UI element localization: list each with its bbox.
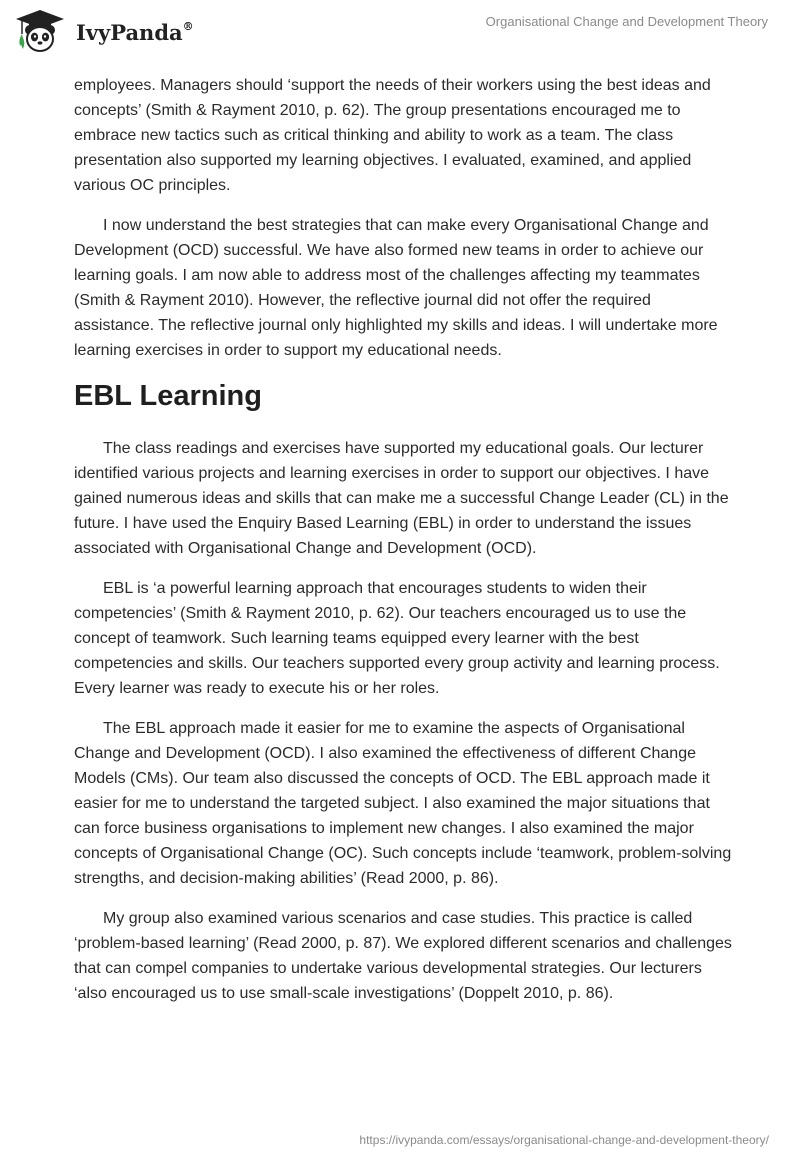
- paragraph: EBL is ‘a powerful learning approach that encourages students to widen their competencies’ (Smith & Rayment 2010, p. 62). Our teachers encouraged us to use the concept of teamwork. Such learning teams equipped every learner with the best competencies and skills. Our teachers supported every group activity and learning process. Every learner was ready to execute his or her roles.: [74, 580, 720, 697]
- brand-logo[interactable]: [14, 8, 194, 54]
- section-heading: EBL Learning: [74, 380, 262, 412]
- brand-name: [76, 20, 194, 45]
- paragraph: I now understand the best strategies that can make every Organisational Change and Development (OCD) successful. We have also formed new teams in order to achieve our learning goals. I am now able to address most of the challenges affecting my teammates (Smith & Rayment 2010). However, the reflective journal did not offer the required assistance. The reflective journal only highlighted my skills and ideas. I will undertake more learning exercises in order to support my educational needs.: [74, 217, 718, 359]
- paragraph: My group also examined various scenarios and case studies. This practice is called ‘problem-based learning’ (Read 2000, p. 87). We explored different scenarios and challenges that can compel companies to undertake various developmental strategies. Our lecturers ‘also encouraged us to use small-scale investigations’ (Doppelt 2010, p. 86).: [74, 910, 732, 1002]
- essay-body: [74, 73, 734, 1021]
- source-url[interactable]: https://ivypanda.com/essays/organisational-change-and-development-theory/: [359, 1133, 769, 1147]
- paragraph-continued: employees. Managers should ‘support the needs of their workers using the best ideas and concepts’ (Smith & Rayment 2010, p. 62). The group presentations encouraged me to embrace new tactics such as critical thinking and ability to work as a team. The class presentation also supported my learning objectives. I evaluated, examined, and applied various OC principles.: [74, 77, 711, 194]
- paragraph: The EBL approach made it easier for me to examine the aspects of Organisational Change and Development (OCD). I also examined the effectiveness of different Change Models (CMs). Our team also discussed the concepts of OCD. The EBL approach made it easier for me to understand the targeted subject. I also examined the major situations that can force business organisations to implement new changes. I also examined the major concepts of Organisational Change (OC). Such concepts include ‘teamwork, problem-solving strengths, and decision-making abilities’ (Read 2000, p. 86).: [74, 720, 732, 887]
- brand-name-text: IvyPanda: [76, 19, 183, 45]
- panda-graduate-logo-icon: [14, 8, 66, 54]
- paragraph: The class readings and exercises have supported my educational goals. Our lecturer identified various projects and learning exercises in order to support our objectives. I have gained numerous ideas and skills that can make me a successful Change Leader (CL) in the future. I have used the Enquiry Based Learning (EBL) in order to understand the issues associated with Organisational Change and Development (OCD).: [74, 440, 729, 557]
- document-title: Organisational Change and Development Theory: [485, 14, 768, 29]
- brand-registered-mark: ®: [182, 19, 194, 33]
- page-header: [0, 0, 800, 60]
